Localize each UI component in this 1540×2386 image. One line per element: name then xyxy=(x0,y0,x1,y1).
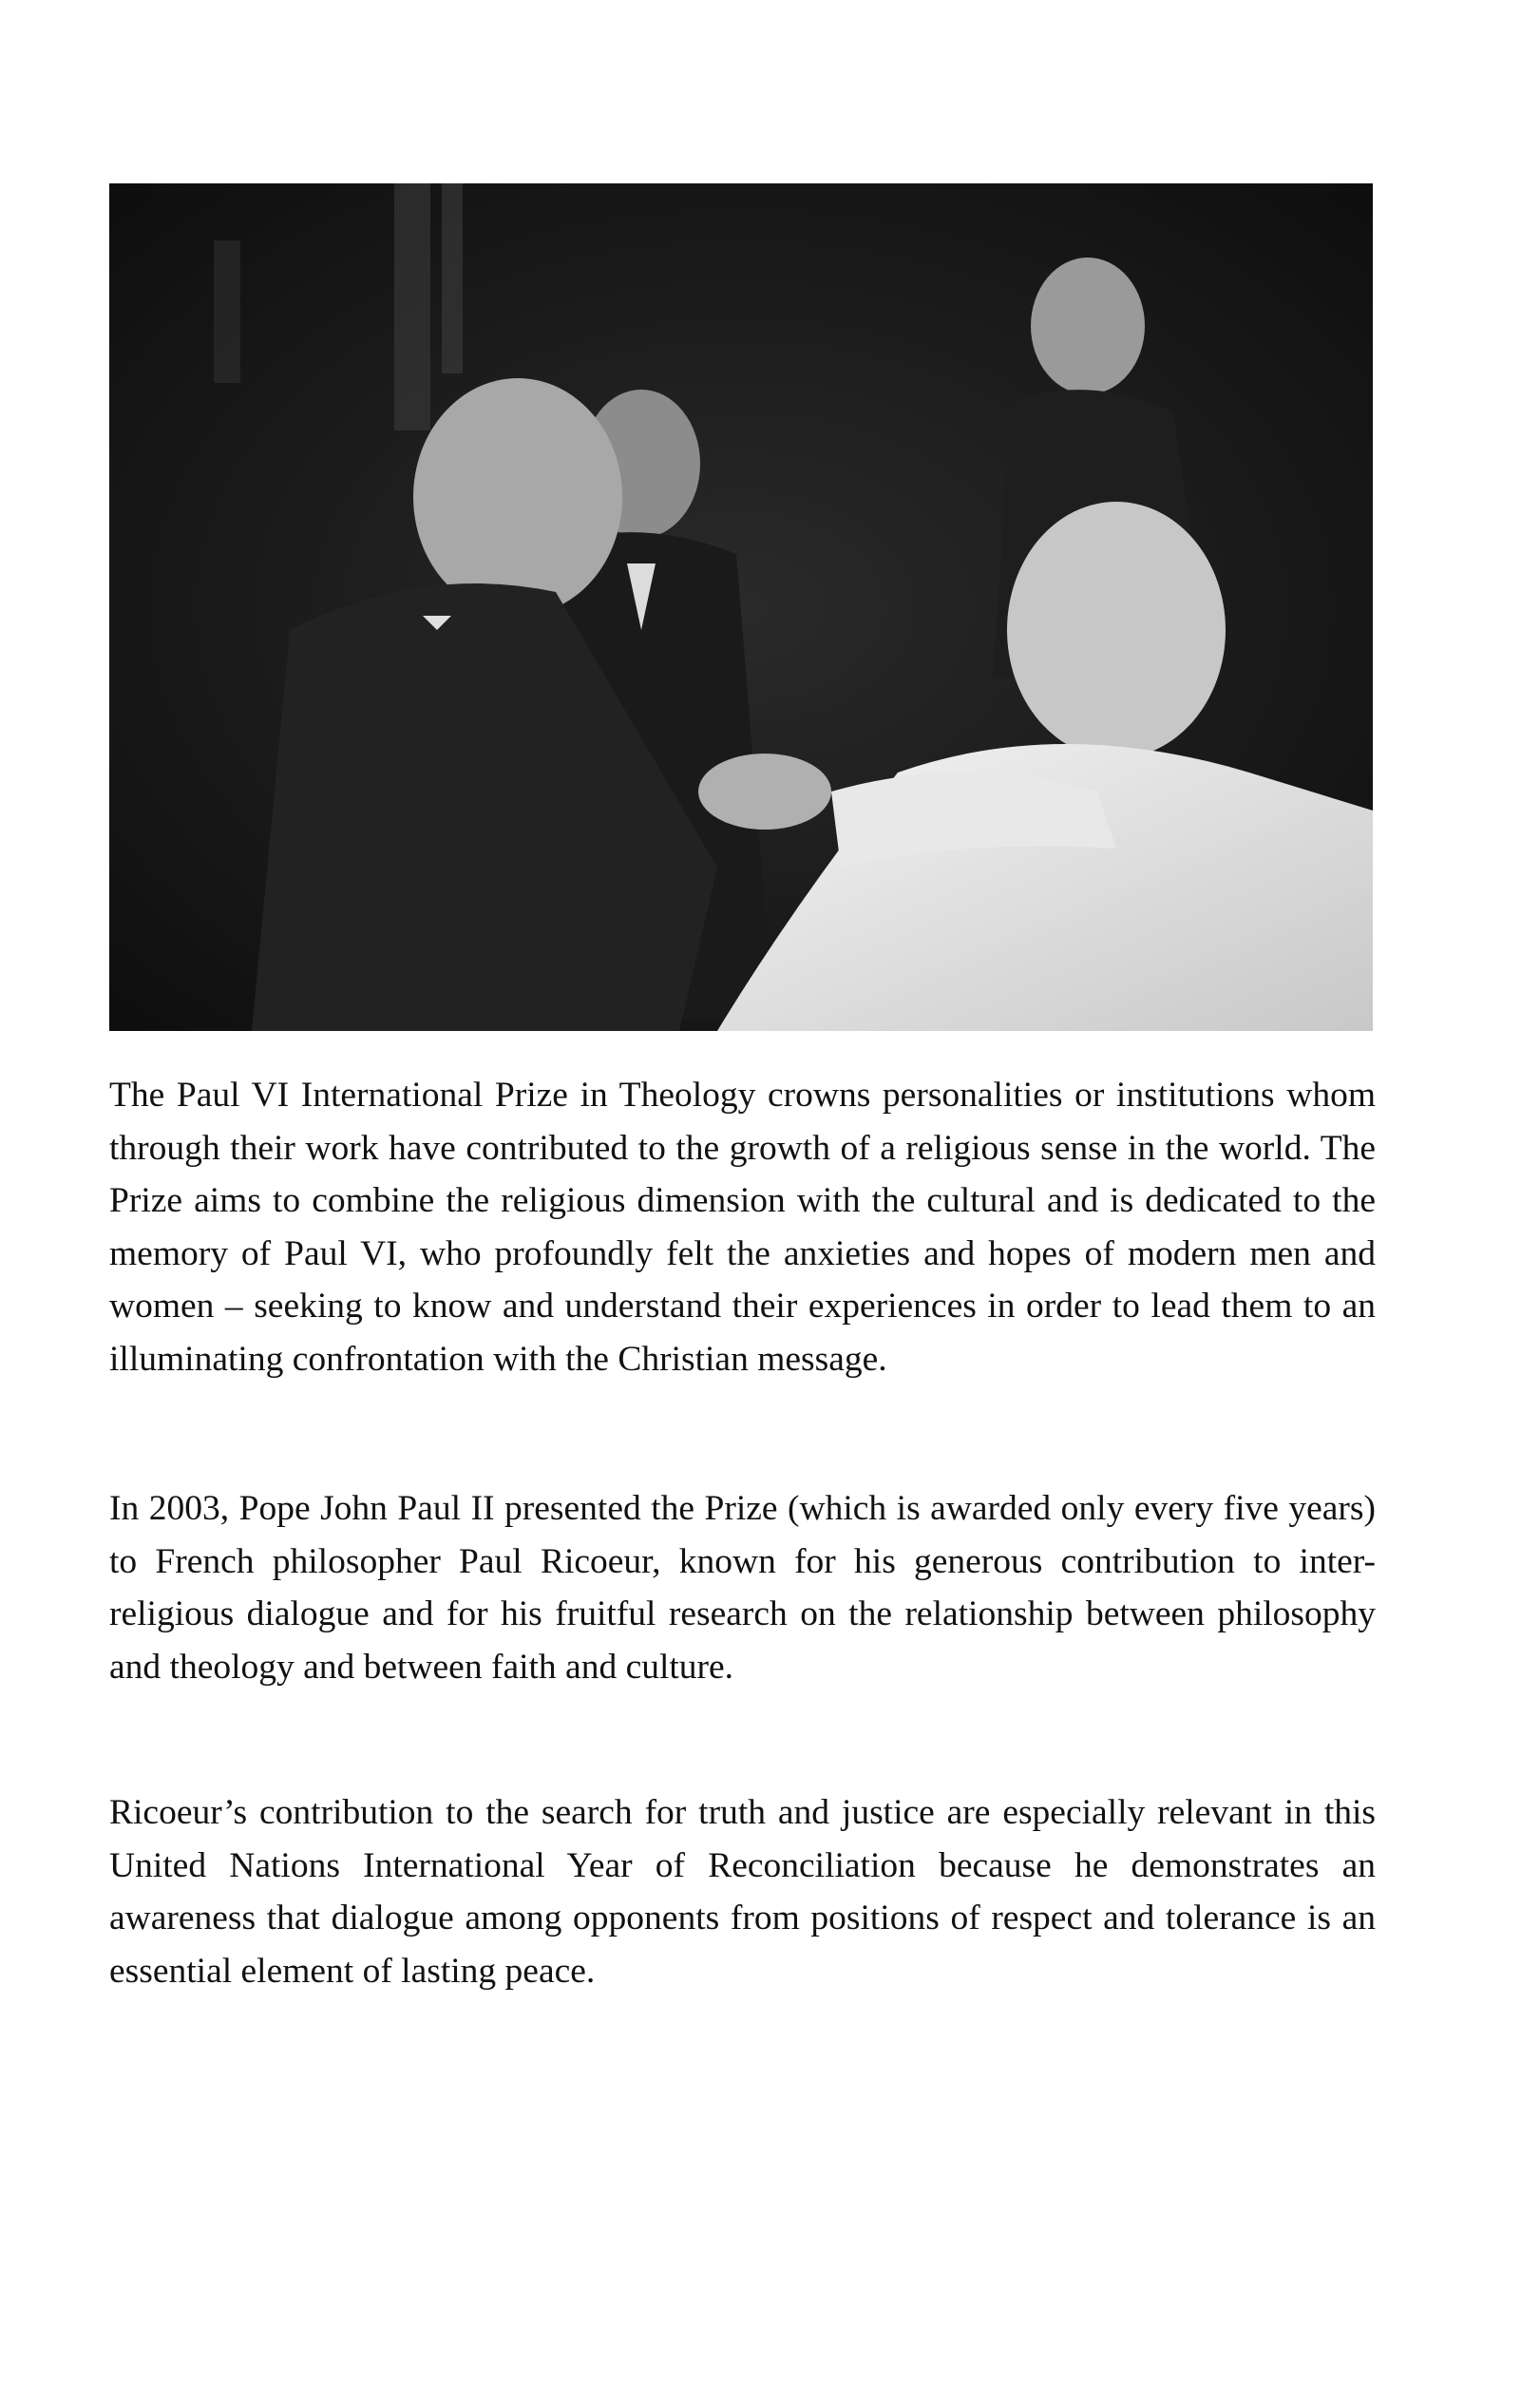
photo-illustration xyxy=(109,183,1373,1031)
paragraph-2003-award: In 2003, Pope John Paul II presented the Prize (which is awarded only every five years) to French philosopher Paul Ricoeur, known for his generous contribution to inter-religious dialogue and for his fruitful research on the relationship between philosophy and theology and between faith and culture. xyxy=(109,1489,1376,1687)
paragraph-prize-description: The Paul VI International Prize in Theology crowns personalities or institutions whom through their work have contributed to the growth of a religious sense in the world. The Prize aims to combine the religious dimension with the cultural and is dedicated to the memory of Paul VI, who profoundly felt the anxieties and hopes of modern men and women – seeking to know and understand their experiences in order to lead them to an illuminating confrontation with the Christian message. xyxy=(109,1076,1376,1379)
paragraph-reconciliation: Ricoeur’s contribution to the search for truth and justice are especially relevant in this United Nations International Year of Reconciliation because he demonstrates an awareness that dialogue among opponents from positions of respect and tolerance is an essential element of lasting peace. xyxy=(109,1793,1376,1991)
award-ceremony-photo xyxy=(109,183,1373,1031)
